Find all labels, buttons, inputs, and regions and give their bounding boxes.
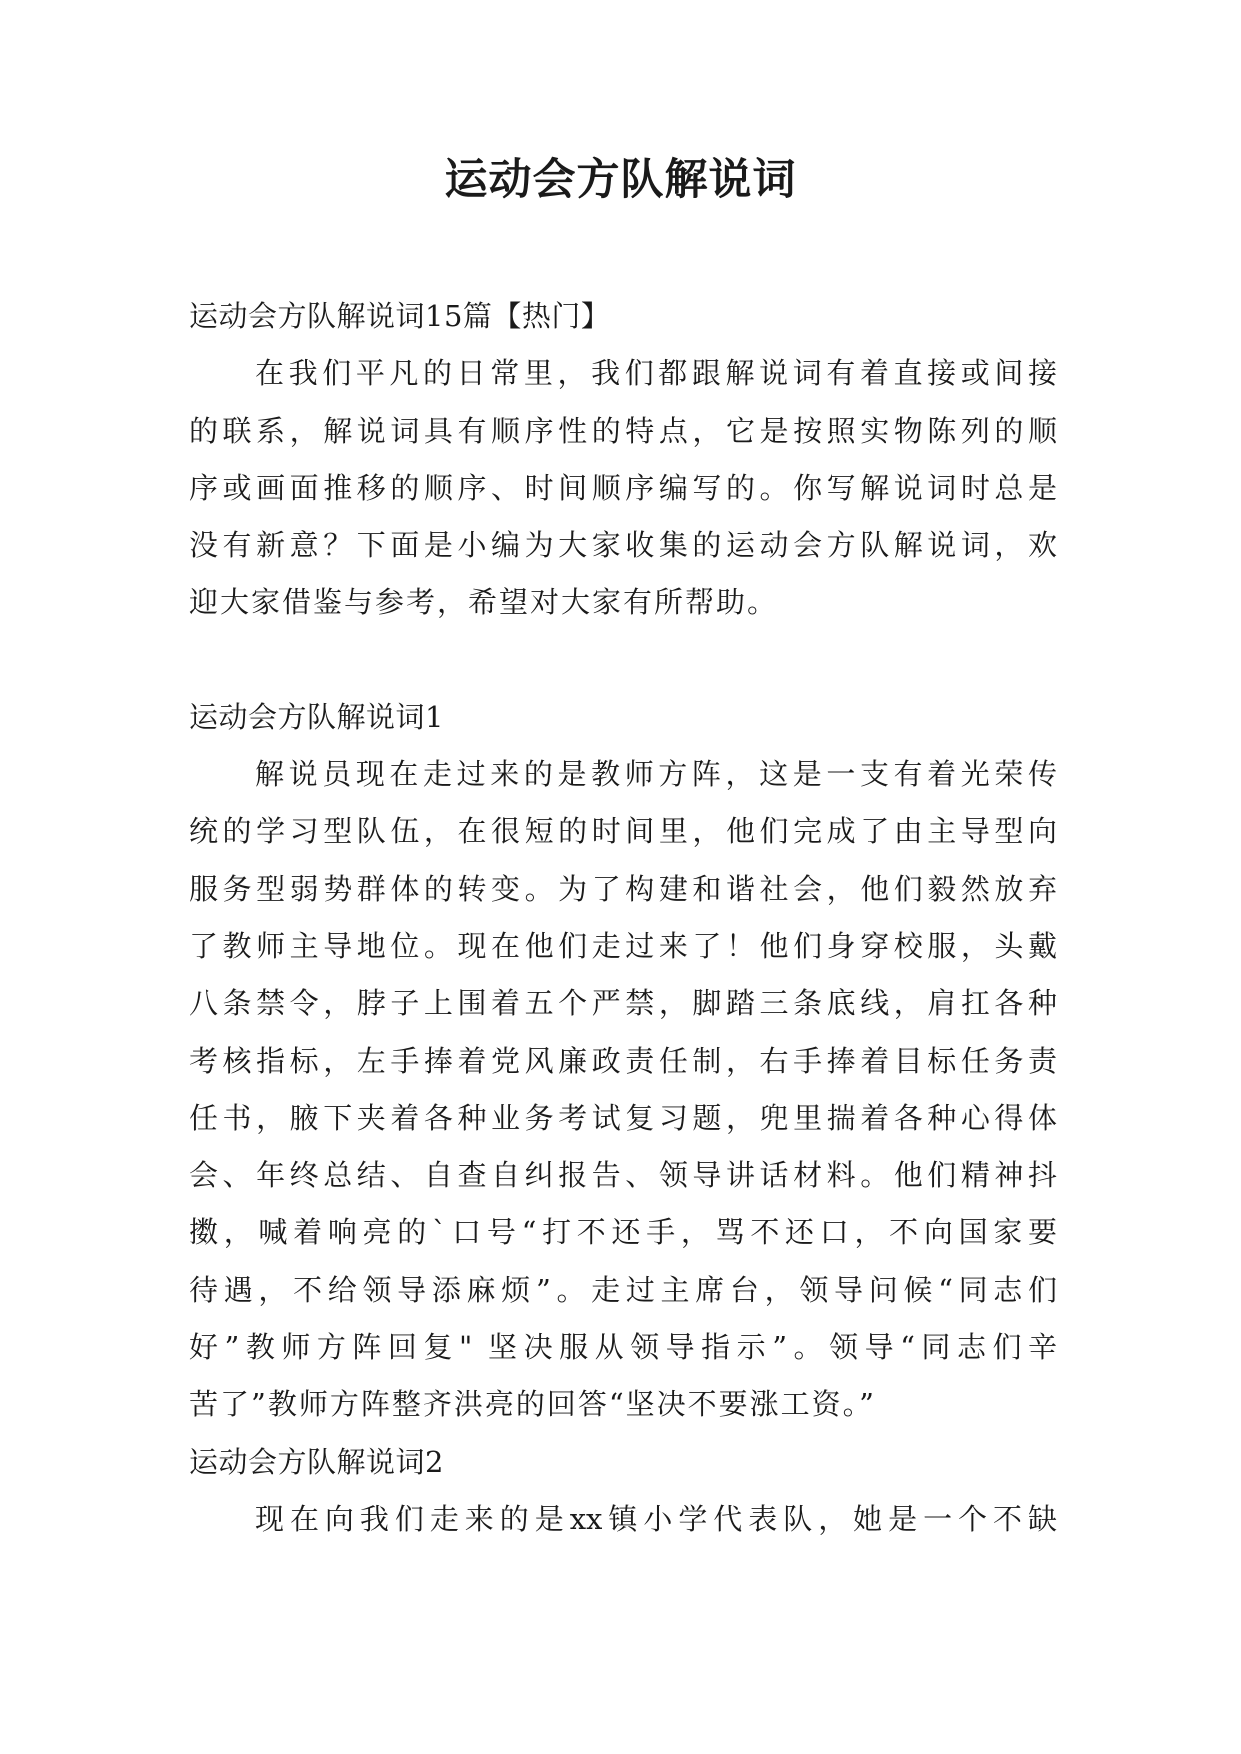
intro-line: 在我们平凡的日常里，我们都跟解说词有着直接或间接: [255, 356, 1057, 391]
section-line: 现在向我们走来的是xx镇小学代表队，她是一个不缺: [255, 1501, 1057, 1536]
paragraph-gap: [189, 632, 1057, 689]
intro-line: 的联系，解说词具有顺序性的特点，它是按照实物陈列的顺: [189, 413, 1057, 448]
section-line: 服务型弱势群体的转变。为了构建和谐社会，他们毅然放弃: [189, 871, 1057, 906]
intro-line: 序或画面推移的顺序、时间顺序编写的。你写解说词时总是: [189, 470, 1057, 505]
section-line: 了教师主导地位。现在他们走过来了！他们身穿校服，头戴: [189, 928, 1057, 963]
section-line: 统的学习型队伍，在很短的时间里，他们完成了由主导型向: [189, 814, 1057, 849]
section-line: 八条禁令，脖子上围着五个严禁，脚踏三条底线，肩扛各种: [189, 986, 1057, 1021]
section-line: 解说员现在走过来的是教师方阵，这是一支有着光荣传: [255, 757, 1057, 792]
section-line: 擞，喊着响亮的`口号“打不还手，骂不还口，不向国家要: [189, 1215, 1057, 1250]
section-line: 任书，腋下夹着各种业务考试复习题，兜里揣着各种心得体: [189, 1100, 1057, 1135]
intro-line: 没有新意？下面是小编为大家收集的运动会方队解说词，欢: [189, 528, 1057, 563]
section-line: 苦了”教师方阵整齐洪亮的回答“坚决不要涨工资。”: [189, 1387, 876, 1422]
intro-line: 迎大家借鉴与参考，希望对大家有所帮助。: [189, 585, 779, 620]
section-heading: 运动会方队解说词1: [189, 699, 444, 734]
section-line: 考核指标，左手捧着党风廉政责任制，右手捧着目标任务责: [189, 1043, 1057, 1078]
document-subtitle: 运动会方队解说词15篇【热门】: [189, 299, 611, 333]
document-body: [189, 288, 1057, 1548]
section-line: 好”教师方阵回复" 坚决服从领导指示”。领导“同志们辛: [189, 1330, 1057, 1365]
section-line: 会、年终总结、自查自纠报告、领导讲话材料。他们精神抖: [189, 1158, 1057, 1193]
document-title: 运动会方队解说词: [444, 155, 797, 205]
section-heading: 运动会方队解说词2: [189, 1444, 444, 1479]
section-line: 待遇，不给领导添麻烦”。走过主席台，领导问候“同志们: [189, 1272, 1057, 1307]
